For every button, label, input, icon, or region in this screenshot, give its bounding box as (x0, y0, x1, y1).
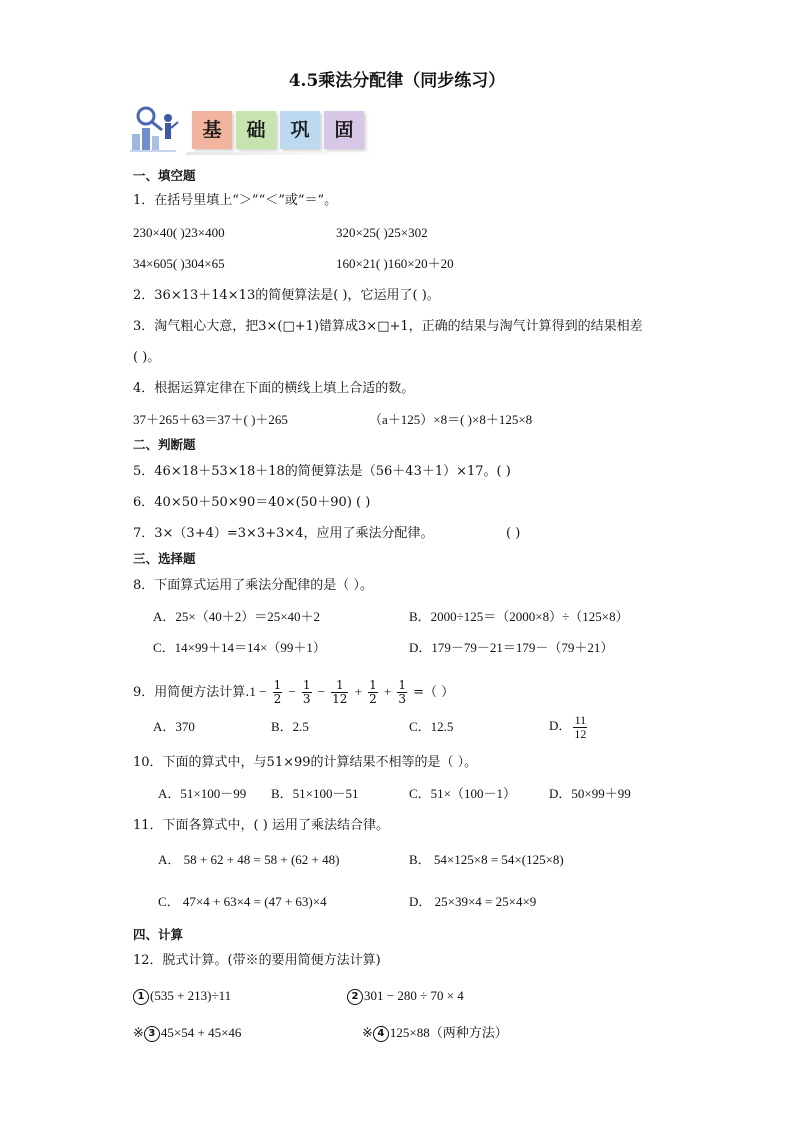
q1-row1-left: 230×40( )23×400 (133, 225, 225, 240)
q9-answer-blank: =（ ） (413, 685, 455, 700)
section-banner (138, 108, 378, 156)
q10-option-c: C．51×（100－1） (409, 786, 517, 801)
section-header-judge: 二、判断题 (133, 437, 196, 452)
number-2-circle: 2 (347, 989, 363, 1005)
q9-option-c: C．12.5 (409, 719, 454, 734)
q9-option-b: B．2.5 (271, 719, 309, 734)
q11-option-a: A． 58 + 62 + 48 = 58 + (62 + 48) (158, 852, 340, 867)
question-2: 2．36×13＋14×13的简便算法是( )，它运用了( )。 (133, 288, 440, 303)
magnifier-icon (130, 106, 182, 154)
calc-problem-1-expr: (535 + 213)÷11 (150, 988, 232, 1003)
calc-problem-4-expr: 125×88（两种方法） (389, 1025, 508, 1040)
page-title: 4.5乘法分配律（同步练习） (288, 71, 506, 91)
q4-part-a: 37＋265＋63＝37＋( )＋265 (133, 412, 288, 427)
q9-op-3: + (354, 684, 362, 699)
q9-fraction-1: $\frac{1}{2}$ (273, 678, 282, 706)
banner-tile-1: 基 (192, 111, 232, 149)
question-4: 4．根据运算定律在下面的横线上填上合适的数。 (133, 381, 415, 396)
must-simplify-mark: ※ (133, 1025, 144, 1040)
calc-problem-2 (347, 988, 464, 1005)
q11-option-d: D． 25×39×4 = 25×4×9 (409, 894, 537, 909)
must-simplify-mark: ※ (362, 1025, 373, 1040)
q9-op-1: − (288, 684, 296, 699)
question-11: 11．下面各算式中，( ) 运用了乘法结合律。 (133, 818, 389, 833)
q1-row2-right: 160×21( )160×20＋20 (336, 256, 454, 271)
q8-option-a: A．25×（40＋2）＝25×40＋2 (153, 609, 321, 624)
q9-op-2: − (317, 684, 326, 699)
question-7: 7．3×（3+4）=3×3+3×4，应用了乘法分配律。 (133, 526, 434, 541)
q9-option-a: A．370 (153, 719, 195, 734)
question-12: 12．脱式计算。(带※的要用简便方法计算) (133, 953, 381, 968)
q10-option-a: A．51×100－99 (158, 786, 247, 801)
q1-row2-left: 34×605( )304×65 (133, 256, 225, 271)
calc-problem-3 (133, 1025, 241, 1042)
question-9 (133, 676, 454, 709)
section-header-choice: 三、选择题 (133, 551, 196, 566)
question-6: 6．40×50＋50×90＝40×(50＋90) ( ) (133, 495, 371, 510)
number-4-circle: 4 (373, 1026, 389, 1042)
calc-problem-2-expr: 301 − 280 ÷ 70 × 4 (364, 988, 464, 1003)
question-3-line1: 3．淘气粗心大意，把3×(□+1)错算成3×□+1，正确的结果与淘气计算得到的结果相差 (133, 319, 643, 334)
q8-option-b: B．2000÷125＝（2000×8）÷（125×8） (409, 609, 629, 624)
calc-problem-3-expr: 45×54 + 45×46 (160, 1025, 242, 1040)
banner-tile-3: 巩 (280, 111, 320, 149)
q8-option-d: D．179－79－21＝179－（79＋21） (409, 640, 614, 655)
question-3-line2: ( )。 (133, 350, 161, 365)
number-1-circle: 1 (133, 989, 149, 1005)
q9-fraction-5: $\frac{1}{3}$ (398, 678, 406, 706)
q9-lead: 1 − (249, 684, 267, 699)
q9-option-d-fraction: $\frac{11}{12}$ (574, 712, 587, 741)
question-7-blank: ( ) (506, 526, 521, 541)
banner-tile-2: 础 (236, 111, 276, 149)
q4-part-b: （a＋125）×8＝( )×8＋125×8 (369, 412, 533, 427)
q10-option-b: B．51×100－51 (271, 786, 359, 801)
question-5: 5．46×18＋53×18＋18的简便算法是（56＋43＋1）×17。( ) (133, 464, 511, 479)
section-header-fill: 一、填空题 (133, 168, 196, 183)
section-header-calc: 四、计算 (133, 927, 184, 942)
question-8: 8．下面算式运用了乘法分配律的是（ ）。 (133, 578, 373, 593)
calc-problem-1 (133, 988, 231, 1005)
question-10: 10．下面的算式中，与51×99的计算结果不相等的是（ ）。 (133, 755, 478, 770)
calc-problem-4 (362, 1025, 508, 1042)
banner-tile-4: 固 (324, 111, 364, 149)
q9-option-d (549, 710, 589, 742)
q9-op-4: + (383, 684, 392, 699)
q9-fraction-3: $\frac{1}{12}$ (332, 678, 348, 706)
number-3-circle: 3 (144, 1026, 160, 1042)
q1-row1-right: 320×25( )25×302 (336, 225, 428, 240)
banner-shadow (186, 152, 376, 155)
question-1: 1．在括号里填上“＞”“＜”或“＝”。 (133, 193, 338, 208)
q9-fraction-2: $\frac{1}{3}$ (302, 678, 311, 706)
q9-option-d-label: D． (549, 718, 572, 733)
q11-option-c: C． 47×4 + 63×4 = (47 + 63)×4 (158, 894, 327, 909)
q10-option-d: D．50×99＋99 (549, 786, 631, 801)
q8-option-c: C．14×99＋14＝14×（99＋1） (153, 640, 326, 655)
q11-option-b: B． 54×125×8 = 54×(125×8) (409, 852, 564, 867)
q9-fraction-4: $\frac{1}{2}$ (369, 678, 377, 706)
q9-text: 9．用简便方法计算. (133, 685, 250, 700)
